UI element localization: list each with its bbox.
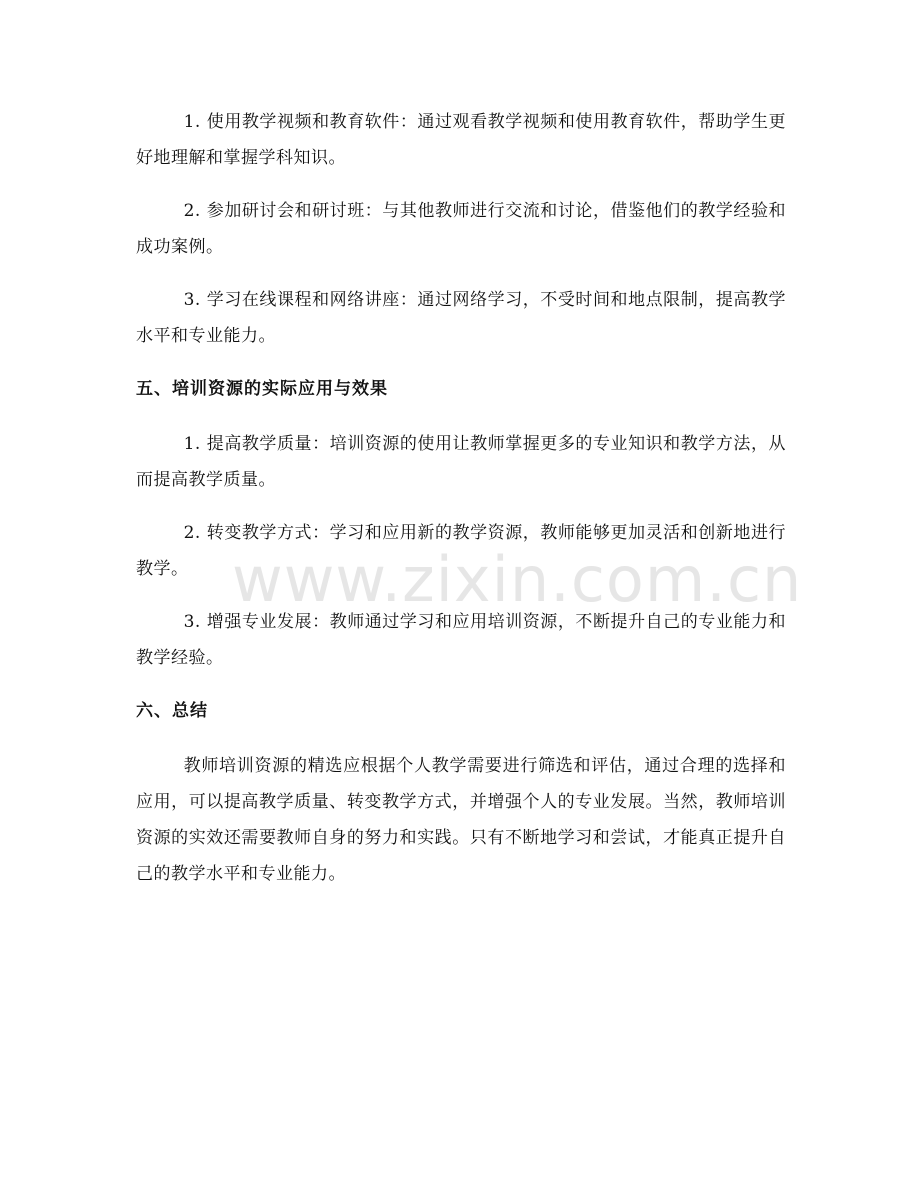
section6-heading: 六、总结	[136, 701, 208, 721]
watermark: www.zixin.com.cn	[232, 543, 803, 616]
section4-item-3: 3. 学习在线课程和网络讲座：通过网络学习，不受时间和地点限制，提高教学水平和专业能力。	[136, 290, 786, 346]
section4-item-1: 1. 使用教学视频和教育软件：通过观看教学视频和使用教育软件，帮助学生更好地理解和掌握学科知识。	[136, 112, 786, 168]
section5-item-2: 2. 转变教学方式：学习和应用新的教学资源，教师能够更加灵活和创新地进行教学。	[136, 523, 786, 579]
section4-item-2: 2. 参加研讨会和研讨班：与其他教师进行交流和讨论，借鉴他们的教学经验和成功案例。	[136, 201, 786, 257]
section5-item-3: 3. 增强专业发展：教师通过学习和应用培训资源，不断提升自己的专业能力和教学经验。	[136, 612, 786, 668]
section5-heading: 五、培训资源的实际应用与效果	[136, 379, 388, 399]
section6-paragraph: 教师培训资源的精选应根据个人教学需要进行筛选和评估，通过合理的选择和应用，可以提高教学质量、转变教学方式，并增强个人的专业发展。当然，教师培训资源的实效还需要教师自身的努力和实践。只有不断地学习和尝试，才能真正提升自己的教学水平和专业能力。	[136, 756, 786, 884]
section5-item-1: 1. 提高教学质量：培训资源的使用让教师掌握更多的专业知识和教学方法，从而提高教学质量。	[136, 434, 786, 490]
document-body	[136, 104, 786, 909]
